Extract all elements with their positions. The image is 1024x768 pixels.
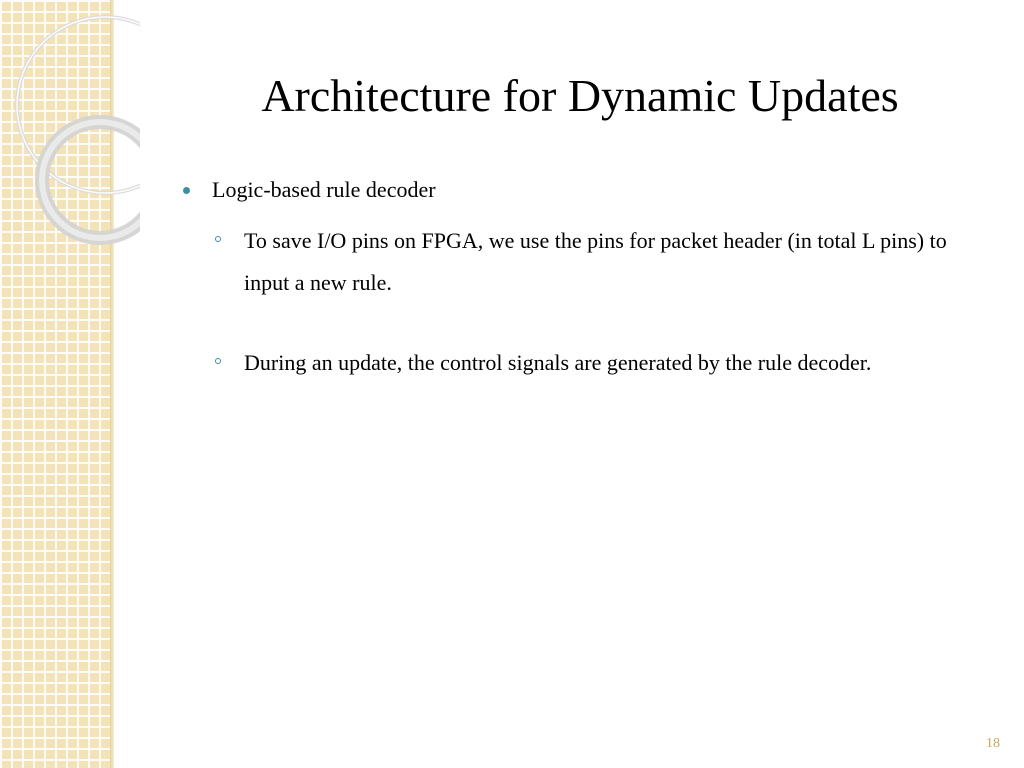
sub-bullet-text: During an update, the control signals are generated by the rule decoder. bbox=[244, 350, 872, 375]
hollow-circle-bullet-icon bbox=[215, 236, 221, 242]
sub-bullet-item bbox=[180, 342, 990, 384]
bullet-text: Logic-based rule decoder bbox=[212, 177, 436, 202]
sub-bullet-text: To save I/O pins on FPGA, we use the pins for packet header (in total L pins) to input a new rule. bbox=[244, 228, 947, 295]
ring-decoration-icon bbox=[0, 0, 140, 260]
sub-bullet-item bbox=[180, 220, 990, 304]
page-number: 18 bbox=[986, 736, 1000, 751]
filled-circle-bullet-icon bbox=[183, 187, 190, 194]
hollow-circle-bullet-icon bbox=[215, 358, 221, 364]
bullet-item bbox=[180, 172, 990, 208]
slide-content bbox=[180, 172, 990, 384]
slide-title: Architecture for Dynamic Updates bbox=[261, 70, 899, 121]
